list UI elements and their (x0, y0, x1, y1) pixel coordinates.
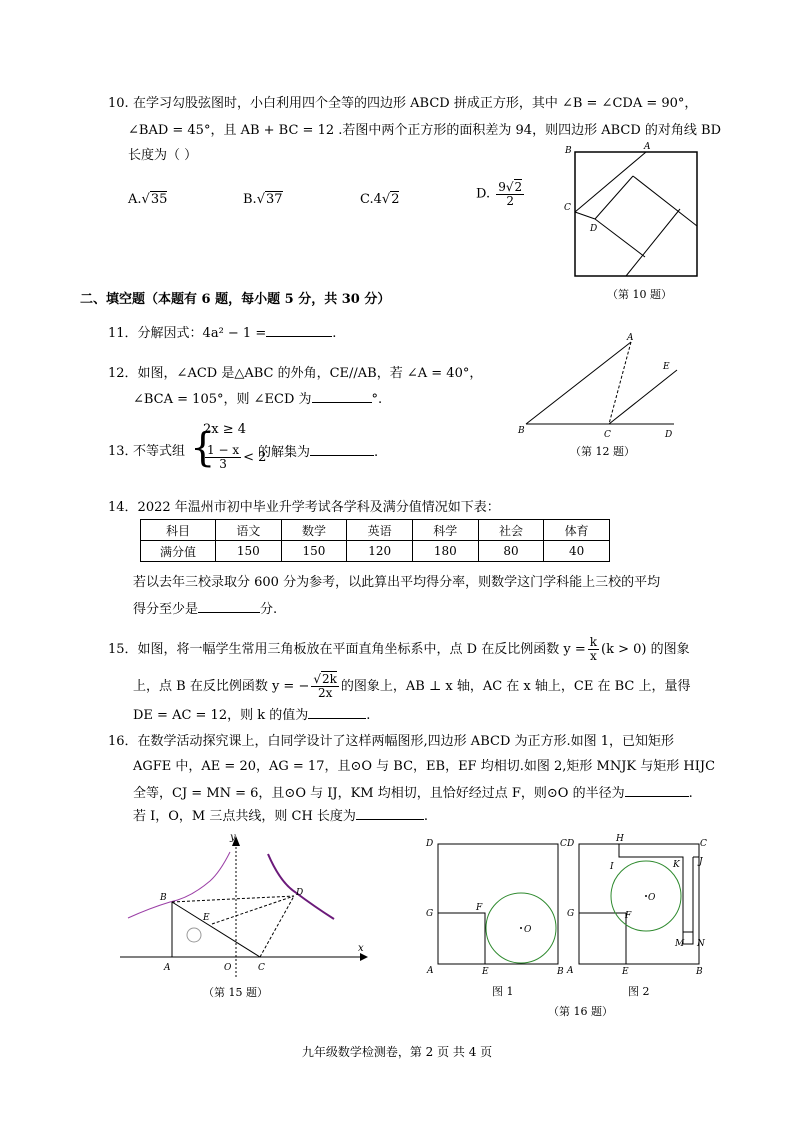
q15-caption: （第 15 题） (203, 986, 268, 999)
fig2-label-j: J (699, 857, 703, 867)
q15-line-cd (260, 896, 294, 957)
q12-label-a: A (627, 333, 634, 343)
q13-row2: $\frac{1 - x}{3}$ < 2 (207, 443, 267, 471)
q15-label-y: y (230, 832, 236, 843)
fig2-label-i: I (610, 862, 614, 872)
q12-label-d: D (665, 430, 673, 440)
fig2-label-d: D (567, 839, 575, 849)
q12-answer-blank (312, 390, 372, 403)
fig2-label-o: O (648, 893, 656, 903)
q10-line-a-right (633, 176, 697, 226)
table-cell: 120 (347, 541, 413, 562)
table-cell: 满分值 (141, 541, 216, 562)
q14-after2: 得分至少是 分. (133, 602, 278, 617)
q11-answer-blank (266, 324, 332, 337)
q13-number: 13． (108, 444, 138, 459)
q14-intro: 14．2022 年温州市初中毕业升学考试各学科及满分值情况如下表： (108, 500, 500, 515)
q15-curve-left (128, 852, 230, 918)
q10-line2: ∠BAD = 45°，且 AB + BC = 12 .若图中两个正方形的面积差为 94，则四边形 ABCD 的对角线 BD (128, 123, 721, 138)
q10-figure (560, 140, 710, 285)
q10-line1: 在学习勾股弦图时，小白利用四个全等的四边形 ABCD 拼成正方形，其中 ∠B = ∠CDA = 90°， (133, 96, 698, 111)
fig1-label-o: O (524, 925, 532, 935)
q16-fig1-caption: 图 1 (492, 985, 514, 998)
fig2-center (645, 895, 647, 897)
fig2-label-a: A (567, 966, 574, 976)
table-cell: 180 (412, 541, 478, 562)
section2-title: 二、填空题（本题有 6 题，每小题 5 分，共 30 分） (80, 292, 391, 307)
fig2-label-m: M (675, 939, 685, 949)
q12-line-ac (609, 342, 631, 424)
q10-label-c: C (564, 203, 571, 213)
q15-triangle-hole (187, 928, 201, 942)
q12-label-c: C (604, 430, 611, 440)
fig1-center (520, 927, 522, 929)
q10-option-a: A.√35 (128, 192, 168, 207)
q11-text: 分解因式：4a² − 1 = (137, 326, 267, 341)
q12-line1: 12．如图，∠ACD 是△ABC 的外角，CE//AB，若 ∠A = 40°， (108, 366, 483, 381)
q16-answer-blank-2 (356, 807, 424, 820)
q16-fig2-caption: 图 2 (628, 985, 650, 998)
q15-label-x: x (358, 943, 364, 954)
q15-curve-right (268, 854, 334, 919)
fig2-rect-agfe (579, 913, 626, 964)
q14-score-table (140, 519, 610, 562)
fig2-label-n: N (697, 939, 705, 949)
q10-option-c: C.4√2 (360, 192, 400, 207)
q16-line3: 全等，CJ = MN = 6，且⊙O 与 IJ，KM 均相切，且恰好经过点 F，则⊙O 的半径为 . (133, 786, 693, 801)
fig2-rect-hijc (619, 844, 693, 944)
q13-suffix: 的解集为 . (258, 445, 379, 460)
q12-label-b: B (518, 426, 525, 436)
q10-option-b: B.√37 (243, 192, 283, 207)
q10-label-a: A (644, 142, 651, 152)
q10-line-d-bottom (595, 219, 645, 257)
q15-x-axis-arrow (360, 953, 368, 961)
q15-label-c: C (258, 963, 265, 973)
q13-answer-blank (310, 443, 374, 456)
fig2-label-g: G (567, 909, 575, 919)
q10-line3: 长度为（ ） (128, 148, 198, 163)
q10-line-ca (575, 152, 646, 212)
fig1-square (438, 844, 558, 964)
q15-line1: 15．如图，将一幅学生常用三角板放在平面直角坐标系中，点 D 在反比例函数 y = $\frac{k}{x}$ (k > 0) 的图象 (108, 635, 690, 663)
q10-label-d: D (590, 224, 598, 234)
q10-outer-square (575, 152, 697, 276)
q10-line-cd (575, 212, 595, 219)
table-cell: 体育 (544, 520, 610, 541)
fig2-label-b: B (696, 967, 703, 977)
q13-prefix: 不等式组 (133, 444, 186, 459)
q15-label-a: A (164, 963, 171, 973)
q13-row1: 2x ≥ 4 (203, 422, 247, 437)
q15-label-e: E (203, 913, 210, 923)
fig1-label-f: F (476, 903, 483, 913)
fig1-label-e: E (482, 967, 489, 977)
fig1-label-g: G (426, 909, 434, 919)
q15-figure (120, 832, 370, 982)
table-header-row (141, 520, 610, 541)
q12-line2: ∠BCA = 105°，则 ∠ECD 为 °. (133, 392, 383, 407)
q10-line-right-bottom (626, 209, 680, 276)
q11: 11．分解因式：4a² − 1 = . (108, 326, 337, 341)
fig2-label-f: F (625, 911, 632, 921)
q10-option-d: D. $\frac{9√2}{2}$ (476, 180, 523, 208)
fig2-label-e: E (622, 967, 629, 977)
q15-line-bd (172, 896, 294, 902)
q15-line-bc (172, 902, 260, 957)
q10-caption: （第 10 题） (607, 288, 672, 301)
q16-caption: （第 16 题） (548, 1005, 613, 1018)
table-cell: 科学 (412, 520, 478, 541)
fig1-label-c: C (560, 839, 567, 849)
q15-label-d: D (296, 888, 304, 898)
q16-answer-blank-1 (625, 784, 689, 797)
q12-caption: （第 12 题） (570, 445, 635, 458)
q12-line-ce (609, 370, 677, 424)
page-footer: 九年级数学检测卷，第 2 页 共 4 页 (301, 1045, 493, 1059)
table-row (141, 541, 610, 562)
q15-line3: DE = AC = 12，则 k 的值为 . (133, 708, 371, 723)
fig1-rect-agfe (438, 913, 485, 964)
fig2-label-c: C (700, 839, 707, 849)
q12-line-ab (526, 342, 631, 424)
table-cell: 英语 (347, 520, 413, 541)
q14-answer-blank (198, 600, 260, 613)
q15-label-o: O (224, 963, 232, 973)
table-cell: 数学 (281, 520, 347, 541)
q16-figure-2 (566, 832, 716, 977)
q10-number: 10. (108, 96, 129, 111)
q12-label-e: E (663, 362, 670, 372)
q11-number: 11． (108, 326, 138, 341)
fig1-label-b: B (557, 967, 564, 977)
table-cell: 40 (544, 541, 610, 562)
q15-label-b: B (160, 893, 167, 903)
table-cell: 科目 (141, 520, 216, 541)
fig1-label-a: A (427, 966, 434, 976)
q15-line-ed (212, 896, 294, 924)
table-cell: 150 (216, 541, 282, 562)
q14-after1: 若以去年三校录取分 600 分为参考，以此算出平均得分率，则数学这门学科能上三校的平均 (133, 575, 661, 590)
q15-line2: 上，点 B 在反比例函数 y = − $\frac{√2k}{2x}$ 的图象上，AB ⊥ x 轴，AC 在 x 轴上，CE 在 BC 上，量得 (133, 672, 691, 700)
q13-brace: { (190, 425, 216, 471)
q16-figure-1 (420, 832, 570, 977)
fig2-label-k: K (673, 860, 680, 870)
q16-line4: 若 I，O，M 三点共线，则 CH 长度为 . (133, 809, 429, 824)
q16-line1: 16．在数学活动探究课上，白同学设计了这样两幅图形,四边形 ABCD 为正方形.如图 1，已知矩形 (108, 734, 675, 749)
table-cell: 80 (478, 541, 544, 562)
table-cell: 社会 (478, 520, 544, 541)
table-cell: 语文 (216, 520, 282, 541)
q10-line-inner-left (595, 176, 633, 219)
fig2-label-h: H (616, 834, 624, 844)
q12-figure (514, 330, 684, 445)
table-cell: 150 (281, 541, 347, 562)
fig1-label-d: D (426, 839, 434, 849)
q10-label-b: B (565, 146, 572, 156)
q15-answer-blank (308, 706, 366, 719)
q16-line2: AGFE 中，AE = 20，AG = 17，且⊙O 与 BC，EB，EF 均相切.如图 2,矩形 MNJK 与矩形 HIJC (133, 759, 716, 774)
